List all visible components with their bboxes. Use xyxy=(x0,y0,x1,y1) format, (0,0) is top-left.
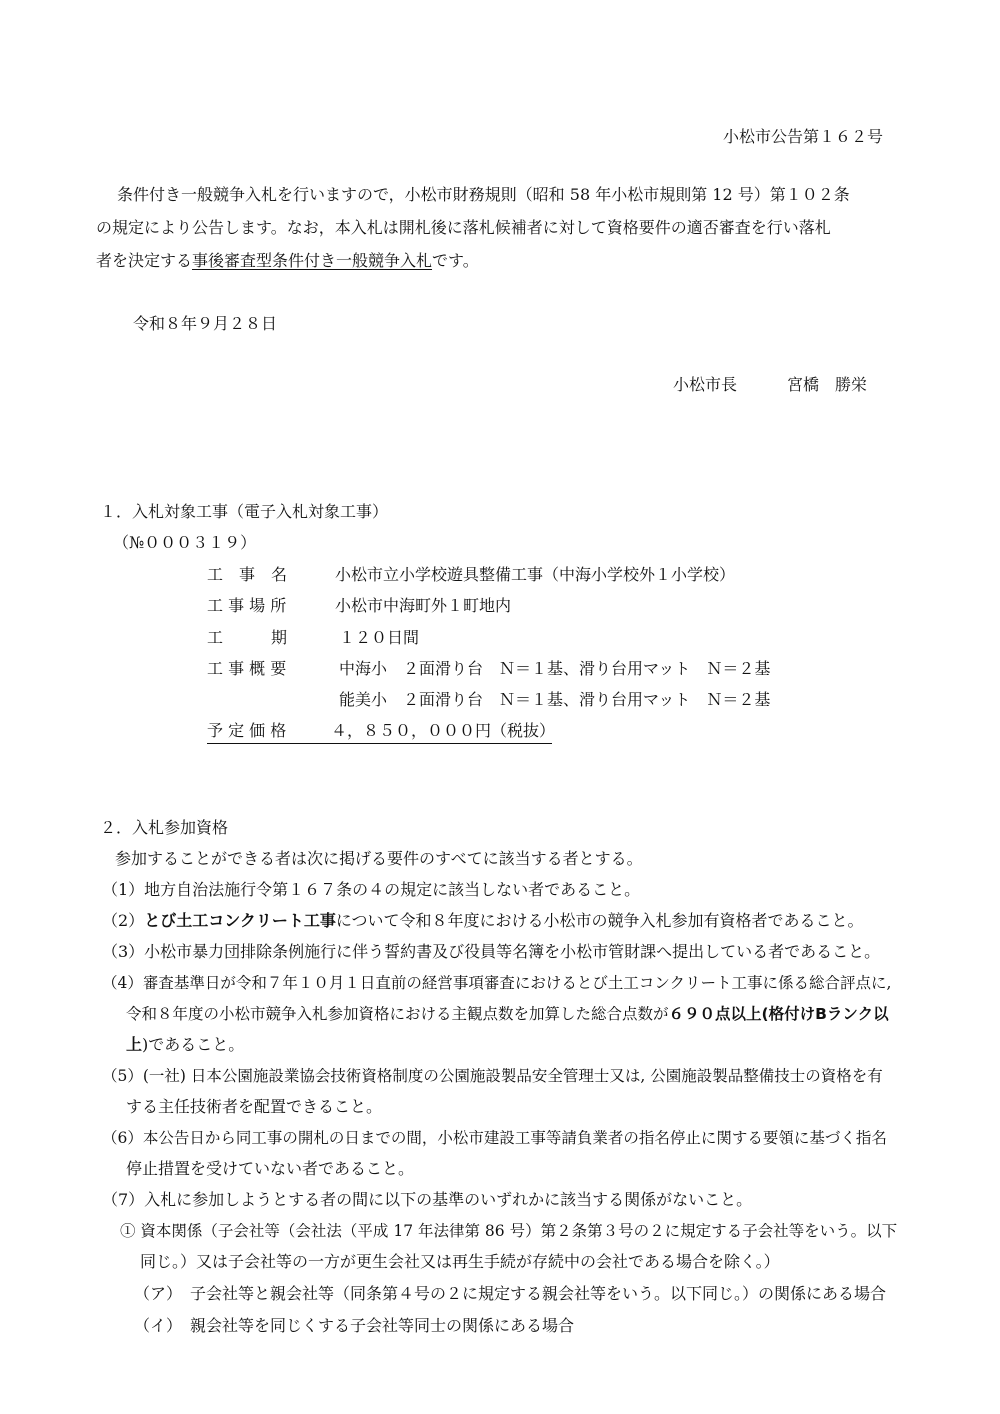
qualification-4-score: ６９０点以上(格付けBランク以 xyxy=(668,1005,889,1023)
capital-relation-b: （イ） 親会社等を同じくする子会社等同士の関係にある場合 xyxy=(134,1316,575,1335)
detail-label-period: 工 期 xyxy=(207,628,288,647)
intro-line-2: の規定により公告します。なお，本入札は開札後に落札候補者に対して資格要件の適否審査を行い落札 xyxy=(96,218,831,237)
qualification-5-line-1: （5）(一社) 日本公園施設業協会技術資格制度の公園施設製品安全管理士又は, 公園施設製品整備技士の資格を有 xyxy=(102,1067,883,1085)
qualification-2-suffix: について令和８年度における小松市の競争入札参加有資格者であること。 xyxy=(335,911,864,930)
qualification-4-score-end: 上 xyxy=(126,1035,143,1054)
qualification-6-line-2: 停止措置を受けていない者であること。 xyxy=(126,1159,415,1178)
detail-value-name: 小松市立小学校遊具整備工事（中海小学校外１小学校） xyxy=(335,565,736,584)
capital-relation-line-1: ① 資本関係（子会社等（会社法（平成 17 年法律第 86 号）第２条第３号の２に規定する子会社等をいう。以下 xyxy=(120,1222,898,1240)
intro-line-3-prefix: 者を決定する xyxy=(96,251,193,270)
issuer-name: 宮橋 勝栄 xyxy=(787,375,868,394)
qualification-2 xyxy=(102,911,864,931)
detail-value-period: １２０日間 xyxy=(339,628,420,647)
section1-heading: １．入札対象工事（電子入札対象工事） xyxy=(100,502,389,521)
intro-line-1: 条件付き一般競争入札を行いますので，小松市財務規則（昭和 58 年小松市規則第 12 号）第１０２条 xyxy=(117,185,850,204)
price-value: ４，８５０，０００円（税抜） xyxy=(331,721,556,740)
qualification-3: （3）小松市暴力団排除条例施行に伴う誓約書及び役員等名簿を小松市管財課へ提出している者であること。 xyxy=(102,942,881,961)
notice-number: 小松市公告第１６２号 xyxy=(723,127,884,146)
qualification-1: （1）地方自治法施行令第１６７条の４の規定に該当しない者であること。 xyxy=(102,880,641,899)
intro-line-3-suffix: です。 xyxy=(432,251,479,270)
qualification-4-line-2 xyxy=(126,1004,889,1024)
detail-value-summary-2: 能美小 ２面滑り台 Ｎ＝１基、滑り台用マット Ｎ＝２基 xyxy=(339,690,771,709)
qualification-4-line-2-prefix: 令和８年度の小松市競争入札参加資格における主観点数を加算した総合点数が xyxy=(126,1005,669,1023)
qualification-7: （7）入札に参加しようとする者の間に以下の基準のいずれかに該当する関係がないこと。 xyxy=(102,1190,753,1209)
detail-label-name: 工 事 名 xyxy=(207,565,288,584)
qualification-5-line-2: する主任技術者を配置できること。 xyxy=(126,1097,383,1116)
qualification-6-line-1: （6）本公告日から同工事の開札の日までの間，小松市建設工事等請負業者の指名停止に関する要領に基づく指名 xyxy=(102,1129,887,1147)
qualification-4-line-3-suffix: )であること。 xyxy=(142,1035,245,1054)
intro-line-3 xyxy=(96,251,479,271)
capital-relation-line-2: 同じ。）又は子会社等の一方が更生会社又は再生手続が存続中の会社である場合を除く。） xyxy=(140,1252,780,1271)
issuer-title: 小松市長 xyxy=(673,375,738,394)
qualification-2-prefix: （2） xyxy=(102,911,145,930)
project-number: （№０００３１９） xyxy=(113,533,257,552)
price-label: 予 定 価 格 xyxy=(207,721,287,740)
detail-value-location: 小松市中海町外１町地内 xyxy=(335,596,512,615)
qualification-4-line-3 xyxy=(126,1035,244,1055)
notice-date: 令和８年９月２８日 xyxy=(133,314,278,333)
estimated-price-row xyxy=(207,721,556,744)
detail-value-summary-1: 中海小 ２面滑り台 Ｎ＝１基、滑り台用マット Ｎ＝２基 xyxy=(339,659,771,678)
section2-lead: 参加することができる者は次に掲げる要件のすべてに該当する者とする。 xyxy=(115,849,643,868)
detail-label-location: 工 事 場 所 xyxy=(207,596,287,615)
section2-heading: ２．入札参加資格 xyxy=(100,818,229,837)
intro-tender-type: 事後審査型条件付き一般競争入札 xyxy=(192,251,433,270)
qualification-2-work-type: とび土工コンクリート工事 xyxy=(144,911,336,930)
capital-relation-a: （ア） 子会社等と親会社等（同条第４号の２に規定する親会社等をいう。以下同じ。）の関係にある場合 xyxy=(134,1284,887,1303)
detail-label-summary: 工 事 概 要 xyxy=(207,659,287,678)
qualification-4-line-1: （4）審査基準日が令和７年１０月１日直前の経営事項審査におけるとび土工コンクリート工事に係る総合評点に, xyxy=(102,974,892,992)
